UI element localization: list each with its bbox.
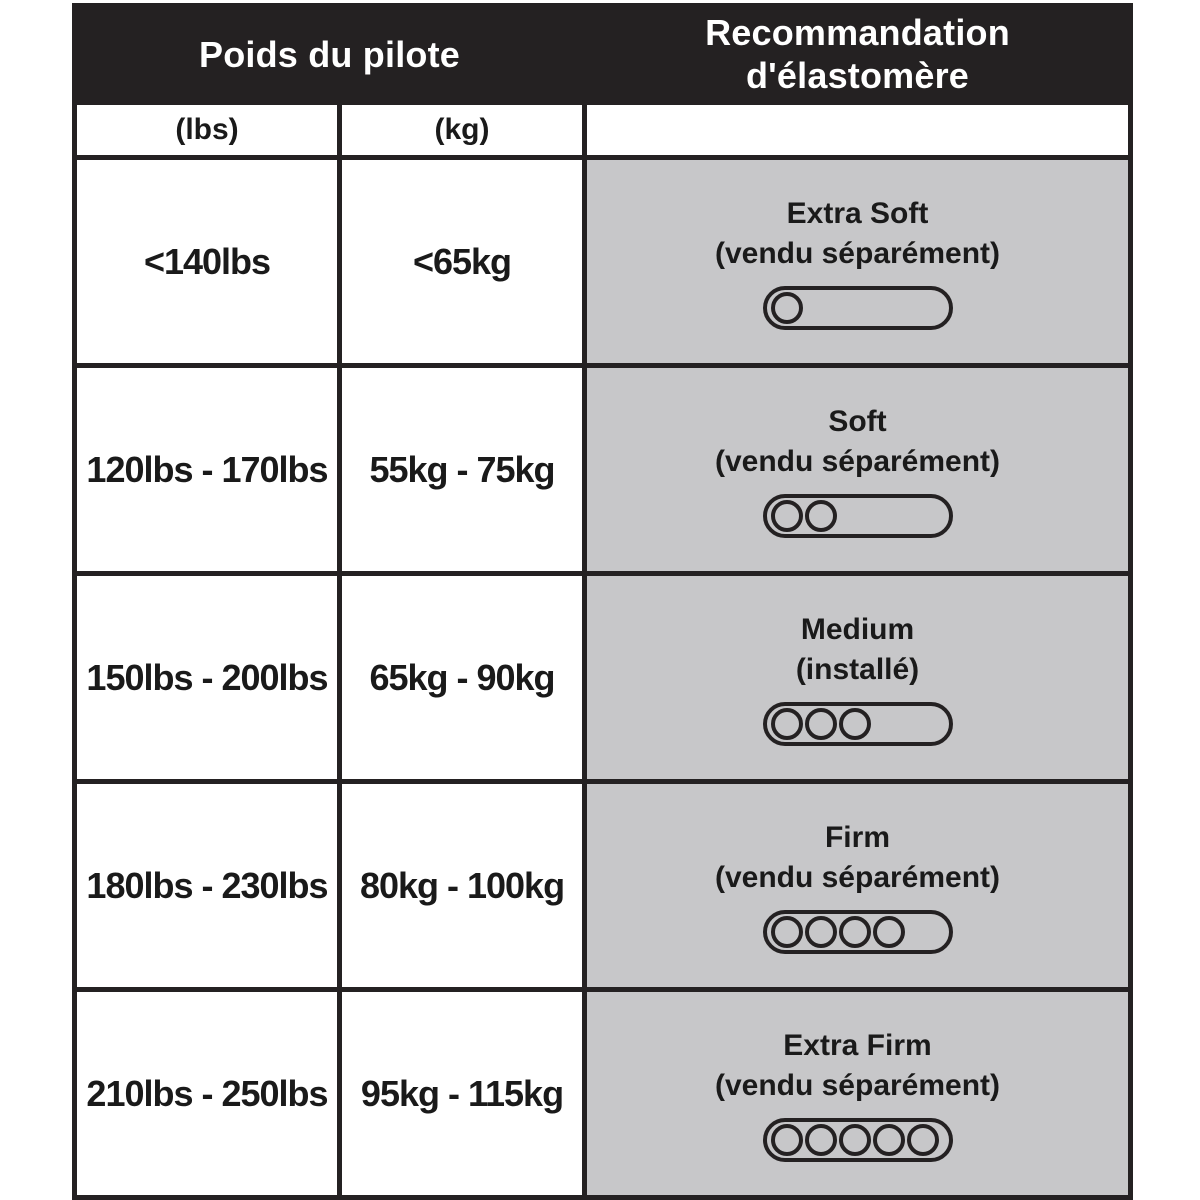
availability-note: (vendu séparément): [714, 236, 1001, 270]
weight-header-label: Poids du pilote: [199, 33, 460, 75]
weight-kg-cell: 65kg - 90kg: [340, 574, 585, 782]
lbs-unit-header: (lbs): [75, 103, 340, 158]
elastomer-dot: [771, 1124, 803, 1156]
availability-note: (vendu séparément): [714, 860, 1001, 894]
weight-lbs-cell: 120lbs - 170lbs: [75, 366, 340, 574]
weight-kg-cell: 55kg - 75kg: [340, 366, 585, 574]
table-row: [75, 158, 1131, 366]
table-row: [75, 574, 1131, 782]
elastomer-name: Extra Soft: [786, 196, 929, 230]
elastomer-dot: [839, 708, 871, 740]
elastomer-dot: [805, 500, 837, 532]
elastomer-dot: [839, 916, 871, 948]
elastomer-dot: [771, 708, 803, 740]
weight-kg-cell: 80kg - 100kg: [340, 782, 585, 990]
weight-lbs-cell: <140lbs: [75, 158, 340, 366]
availability-note: (installé): [795, 652, 920, 686]
kg-unit-header: (kg): [340, 103, 585, 158]
availability-note: (vendu séparément): [714, 444, 1001, 478]
empty-unit-header: [585, 103, 1131, 158]
elastomer-name: Medium: [800, 612, 915, 646]
availability-note: (vendu séparément): [714, 1068, 1001, 1102]
elastomer-name: Extra Firm: [783, 1028, 932, 1062]
elastomer-indicator: [763, 702, 953, 746]
weight-lbs-cell: 180lbs - 230lbs: [75, 782, 340, 990]
elastomer-name: Soft: [828, 404, 887, 438]
elastomer-recommendation-table: [72, 3, 1133, 1200]
recommendation-cell: [585, 990, 1131, 1198]
weight-kg-cell: <65kg: [340, 158, 585, 366]
elastomer-dot: [771, 916, 803, 948]
recommendation-header-line1: Recommandation: [705, 12, 1010, 53]
elastomer-dot: [805, 916, 837, 948]
recommendation-cell: [585, 366, 1131, 574]
weight-lbs-cell: 150lbs - 200lbs: [75, 574, 340, 782]
table-row: [75, 782, 1131, 990]
recommendation-header-line2: d'élastomère: [745, 55, 970, 96]
elastomer-dot: [771, 500, 803, 532]
elastomer-dot: [873, 916, 905, 948]
table-row: [75, 366, 1131, 574]
elastomer-indicator: [763, 910, 953, 954]
main-header-row: [75, 6, 1131, 103]
elastomer-name: Firm: [824, 820, 890, 854]
elastomer-indicator: [763, 1118, 953, 1162]
elastomer-dot: [873, 1124, 905, 1156]
elastomer-dot: [907, 1124, 939, 1156]
weight-kg-cell: 95kg - 115kg: [340, 990, 585, 1198]
weight-lbs-cell: 210lbs - 250lbs: [75, 990, 340, 1198]
elastomer-indicator: [763, 494, 953, 538]
table-row: [75, 990, 1131, 1198]
elastomer-indicator: [763, 286, 953, 330]
recommendation-header: [585, 6, 1131, 103]
elastomer-dot: [805, 708, 837, 740]
recommendation-cell: [585, 574, 1131, 782]
elastomer-dot: [805, 1124, 837, 1156]
recommendation-cell: [585, 158, 1131, 366]
elastomer-dot: [839, 1124, 871, 1156]
elastomer-dot: [771, 292, 803, 324]
unit-header-row: [75, 103, 1131, 158]
recommendation-cell: [585, 782, 1131, 990]
weight-header: [75, 6, 585, 103]
